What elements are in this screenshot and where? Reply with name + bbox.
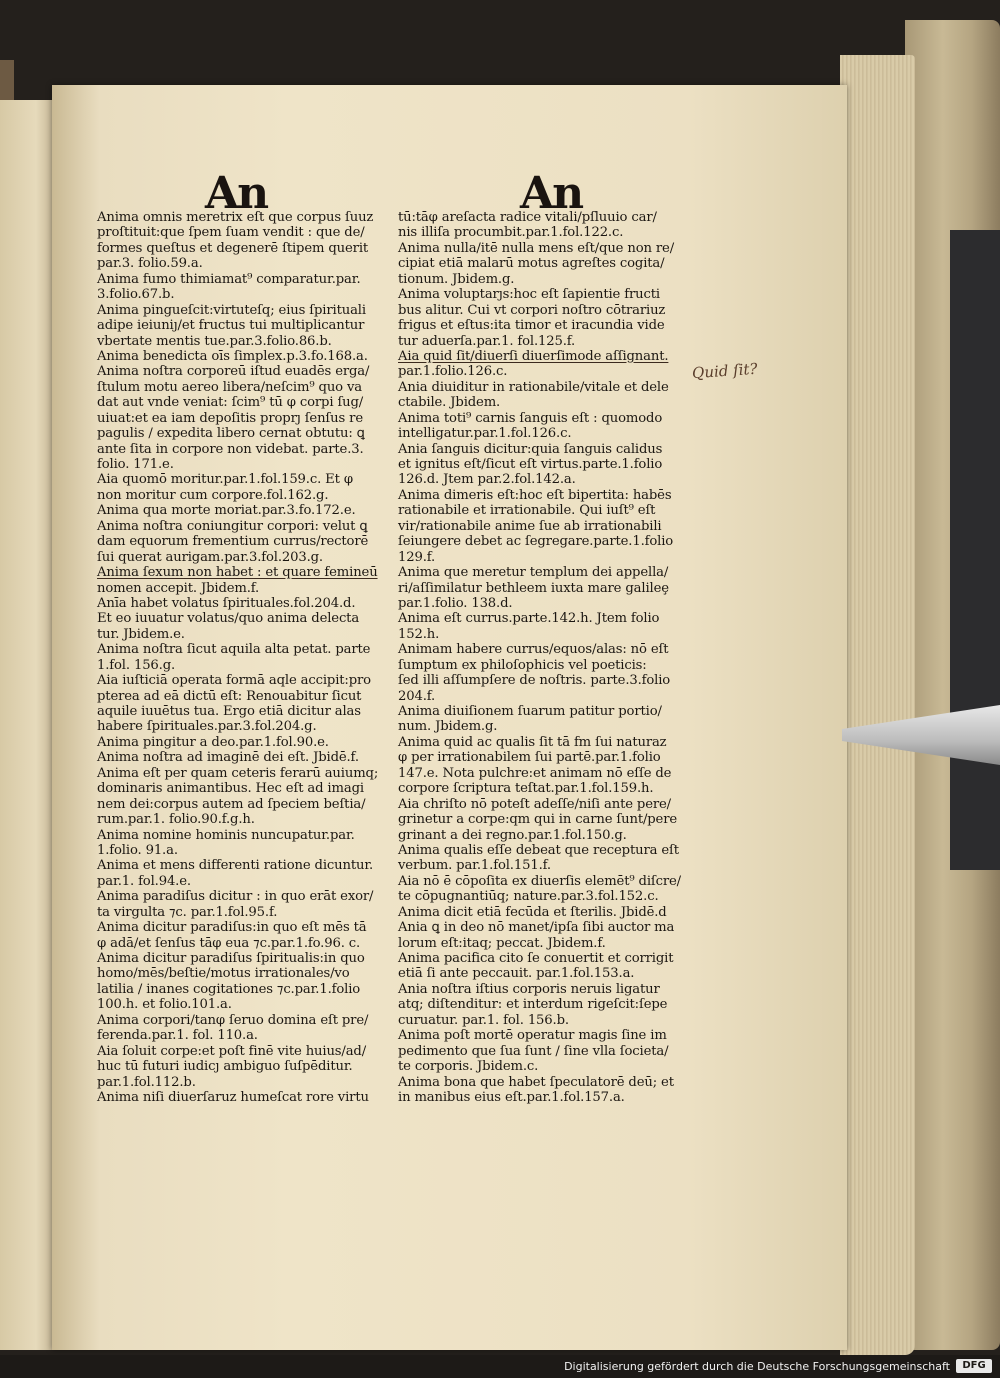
text-line: 1.fol. 156.g. (97, 657, 176, 673)
text-line: huc tū futuri iudicȷ ambiguo ſuſpēditur. (97, 1059, 353, 1075)
text-line: nem dei:corpus autem ad ſpeciem beſtia/ (97, 796, 366, 812)
text-column-left (97, 210, 397, 1105)
text-line: curuatur. par.1. fol. 156.b. (398, 1012, 569, 1028)
page-edges (840, 55, 915, 1355)
text-line: verbum. par.1.fol.151.f. (398, 858, 551, 874)
dfg-logo: DFG (956, 1359, 992, 1373)
text-line: ſumptum ex philoſophicis vel poeticis: (398, 657, 647, 673)
text-line: dominaris animantibus. Hec eſt ad imagi (97, 781, 364, 797)
text-line: ſui querat aurigam.par.3.fol.203.g. (97, 549, 323, 565)
text-line: Anima ſexum non habet : et quare femineū (97, 565, 378, 581)
text-line: Anima et mens differenti ratione dicuntur. (97, 858, 374, 874)
text-line: 1.folio. 91.a. (97, 842, 178, 858)
text-line: φ adā/et ſenſus tāφ eua ⁊c.par.1.fo.96. c. (97, 935, 361, 951)
text-line: ſed illi aſſumpſere de noſtris. parte.3.folio (398, 673, 671, 689)
text-line: vir/rationabile anime ſue ab irrationabili (398, 518, 662, 534)
text-line: Anima noſtra ſicut aquila alta petat. parte (97, 642, 371, 658)
text-line: Anima benedicta oīs ſimplex.p.3.fo.168.a. (97, 348, 368, 364)
text-line: 3.folio.67.b. (97, 287, 175, 303)
text-line: Anima poſt mortē operatur magis ſine im (398, 1028, 667, 1044)
text-line: Anima nulla/itē nulla mens eſt/que non re/ (398, 240, 675, 256)
text-line: latilia / inanes cogitationes ⁊c.par.1.folio (97, 981, 361, 997)
text-line: folio. 171.e. (97, 457, 174, 472)
text-line: atq; diſtenditur: et interdum rigeſcit:ſepe (398, 997, 668, 1013)
text-line: ferenda.par.1. fol. 110.a. (97, 1028, 258, 1044)
left-page-edge (0, 100, 60, 1350)
text-line: Animam habere currus/equos/alas: nō eſt (398, 642, 669, 658)
text-line: Et eo iuuatur volatus/quo anima delecta (97, 611, 360, 627)
text-line: Anima noſtra ad imaginē dei eſt. Jbidē.f. (97, 750, 359, 766)
handwritten-margin-note: Quid ſit? (691, 359, 759, 383)
text-line: Anima dimeris eſt:hoc eſt bipertita: habēs (398, 487, 672, 503)
text-line: Anima noſtra coniungitur corpori: velut ꝗ (97, 518, 368, 534)
text-line: lorum eſt:itaq; peccat. Jbidem.f. (398, 935, 606, 951)
text-line: formes queſtus et degenerē ſtipem querit (97, 240, 369, 256)
text-line: Anima voluptarȷs:hoc eſt ſapientie fructi (398, 287, 660, 303)
text-line: Anima que meretur templum dei appella/ (398, 565, 669, 581)
text-line: vbertate mentis tue.par.3.folio.86.b. (97, 333, 332, 349)
text-line: Anima eſt currus.parte.142.h. Jtem folio (398, 611, 660, 627)
column-header-right: An (520, 168, 583, 219)
text-line: Anima omnis meretrix eſt que corpus ſuuz (97, 210, 374, 225)
text-line: aquile iuuētus tua. Ergo etiā dicitur alas (97, 704, 361, 719)
text-line: pagulis / expedita libero cernat obtutu: ꝗ (97, 426, 365, 442)
text-line: φ per irrationabilem ſui partē.par.1.folio (398, 750, 661, 766)
text-line: non moritur cum corpore.fol.162.g. (97, 487, 329, 503)
text-line: 147.e. Nota pulchre:et animam nō eſſe de (398, 765, 672, 781)
text-line: Anima fumo thimiamat⁹ comparatur.par. (97, 271, 361, 287)
text-line: Aia chriſto nō poteſt adeſſe/niſi ante pere/ (398, 796, 671, 812)
text-line: Ania ſanguis dicitur:quia ſanguis calidus (398, 441, 663, 457)
text-line: Aia iuſticiā operata formā aqle accipit:pro (97, 673, 371, 689)
text-line: Anima quid ac qualis ſit tā fm ſui naturaz (398, 734, 667, 750)
text-line: tionum. Jbidem.g. (398, 271, 515, 287)
text-line: Anima toti⁹ carnis ſanguis eſt : quomodo (398, 410, 663, 426)
footer-credit: Digitalisierung gefördert durch die Deutsche Forschungsgemeinschaft (564, 1360, 950, 1373)
text-line: Ania noſtra iſtius corporis neruis ligatur (398, 981, 660, 997)
text-line: Aia quomō moritur.par.1.fol.159.c. Et φ (97, 472, 353, 488)
text-line: habere ſpirituales.par.3.fol.204.g. (97, 719, 317, 735)
text-line: tū:tāφ areſacta radice vitali/pſluuio car/ (398, 210, 657, 225)
text-line: grinetur a corpe:qm qui in carne ſunt/pere (398, 812, 678, 828)
footer-bar (0, 1355, 1000, 1378)
text-line: Anima pingitur a deo.par.1.fol.90.e. (97, 734, 329, 750)
text-line: cipiat etiā malarū motus agreſtes cogita/ (398, 256, 665, 272)
text-line: num. Jbidem.g. (398, 719, 498, 735)
text-line: te cōpugnantiūq; nature.par.3.fol.152.c. (398, 889, 659, 905)
text-line: grinant a dei regno.par.1.fol.150.g. (398, 827, 627, 843)
text-column-right (398, 210, 688, 1105)
text-line: nis illiſa procumbit.par.1.fol.122.c. (398, 225, 624, 241)
text-line: Anīa habet volatus ſpirituales.fol.204.d. (97, 595, 356, 611)
text-line: Anima dicit etiā fecūda et ſterilis. Jbidē.d (398, 904, 667, 920)
text-line: corpore ſcriptura teſtat.par.1.fol.159.h. (398, 781, 654, 797)
text-line: in manibus eius eſt.par.1.fol.157.a. (398, 1089, 625, 1105)
text-line: Anima niſi diuerſaruz humeſcat rore virtu (97, 1089, 369, 1105)
text-line: tur aduerſa.par.1. fol.125.f. (398, 333, 576, 349)
text-line: proſtituit:que ſpem ſuam vendit : que de/ (97, 225, 365, 241)
text-line: Anima dicitur paradiſus:in quo eſt mēs tā (97, 920, 367, 936)
text-line: tur. Jbidem.e. (97, 626, 185, 642)
text-line: Anima qua morte moriat.par.3.fo.172.e. (97, 503, 356, 519)
text-line: Anima noſtra corporeū iſtud euadēs erga/ (97, 364, 370, 380)
text-line: 204.f. (398, 688, 436, 704)
text-line: 152.h. (398, 626, 440, 642)
text-line: ctabile. Jbidem. (398, 395, 501, 411)
text-line: pedimento que ſua ſunt / ſine vlla ſocieta/ (398, 1043, 669, 1059)
text-line: dam equorum frementium currus/rectorē (97, 534, 369, 550)
text-line: ri/aſſimilatur bethleem iuxta mare galileȩ (398, 580, 669, 596)
text-line: Anima eſt per quam ceteris ferarū auiumq; (97, 765, 379, 781)
text-line: par.1.fol.112.b. (97, 1074, 196, 1090)
text-line: ta virgulta ⁊c. par.1.fol.95.f. (97, 904, 278, 920)
text-line: par.1.folio.126.c. (398, 364, 508, 380)
text-line: nomen accepit. Jbidem.f. (97, 580, 260, 596)
text-line: ſeiungere debet ac ſegregare.parte.1.folio (398, 534, 674, 550)
text-line: intelligatur.par.1.fol.126.c. (398, 426, 572, 442)
text-line: bus alitur. Cui vt corpori noſtro cōtrariuz (398, 302, 666, 318)
text-line: Aia nō ē cōpoſita ex diuerſis elemēt⁹ diſcre/ (398, 873, 681, 889)
text-line: Aia quid ſit/diuerſi diuerſimode aſſignant. (398, 348, 669, 364)
text-line: Anima bona que habet ſpeculatorē deū; et (398, 1074, 674, 1090)
text-line: pterea ad eā dictū eſt: Renouabitur ſicut (97, 688, 362, 704)
text-line: etiā ſi ante peccauit. par.1.fol.153.a. (398, 966, 635, 982)
text-line: et ignitus eſt/ſicut eſt virtus.parte.1.folio (398, 457, 663, 472)
text-line: frigus et eſtus:ita timor et iracundia vide (398, 318, 665, 334)
text-line: par.3. folio.59.a. (97, 256, 203, 272)
text-line: Anima pingueſcit:virtuteſq; eius ſpirituali (97, 302, 366, 318)
text-line: par.1. fol.94.e. (97, 873, 191, 889)
text-line: Anima nomine hominis nuncupatur.par. (97, 827, 355, 843)
text-line: Anima pacifica cito ſe conuertit et corrigit (398, 951, 674, 966)
text-line: adipe ieiuniȷ/et fructus tui multiplicantur (97, 318, 365, 334)
text-line: Anima dicitur paradiſus ſpiritualis:in quo (97, 951, 365, 966)
text-line: Anima paradiſus dicitur : in quo erāt exor/ (97, 889, 374, 905)
text-line: Anima qualis eſſe debeat que receptura eſt (398, 842, 679, 858)
text-line: 129.f. (398, 549, 436, 565)
text-line: rum.par.1. folio.90.f.g.h. (97, 812, 255, 828)
text-line: par.1.folio. 138.d. (398, 595, 513, 611)
text-line: Ania diuiditur in rationabile/vitale et dele (398, 379, 669, 395)
text-line: rationabile et irrationabile. Qui iuſt⁹ eſt (398, 503, 656, 519)
text-line: uiuat:et ea iam depoſitis proprȷ ſenſus re (97, 410, 363, 426)
text-line: Anima diuiſionem ſuarum patitur portio/ (398, 704, 662, 719)
text-line: homo/mēs/beſtie/motus irrationales/vo (97, 966, 350, 982)
text-line: dat aut vnde veniat: ſcim⁹ tū φ corpi ſug/ (97, 395, 364, 411)
column-header-left: An (205, 168, 268, 219)
text-line: Anima corpori/tanφ ſeruo domina eſt pre/ (97, 1012, 369, 1028)
text-line: te corporis. Jbidem.c. (398, 1059, 539, 1075)
text-line: 100.h. et folio.101.a. (97, 997, 232, 1013)
background-strip (950, 230, 1000, 870)
text-line: Aia ſoluit corpe:et poſt finē vite huius/ad/ (97, 1043, 367, 1059)
text-line: Ania ꝗ in deo nō manet/ipſa ſibi auctor ma (398, 920, 675, 936)
text-line: ſtulum motu aereo libera/neſcim⁹ quo va (97, 379, 363, 395)
text-line: ante ſita in corpore non videbat. parte.3. (97, 441, 364, 457)
text-line: 126.d. Jtem par.2.fol.142.a. (398, 472, 576, 488)
